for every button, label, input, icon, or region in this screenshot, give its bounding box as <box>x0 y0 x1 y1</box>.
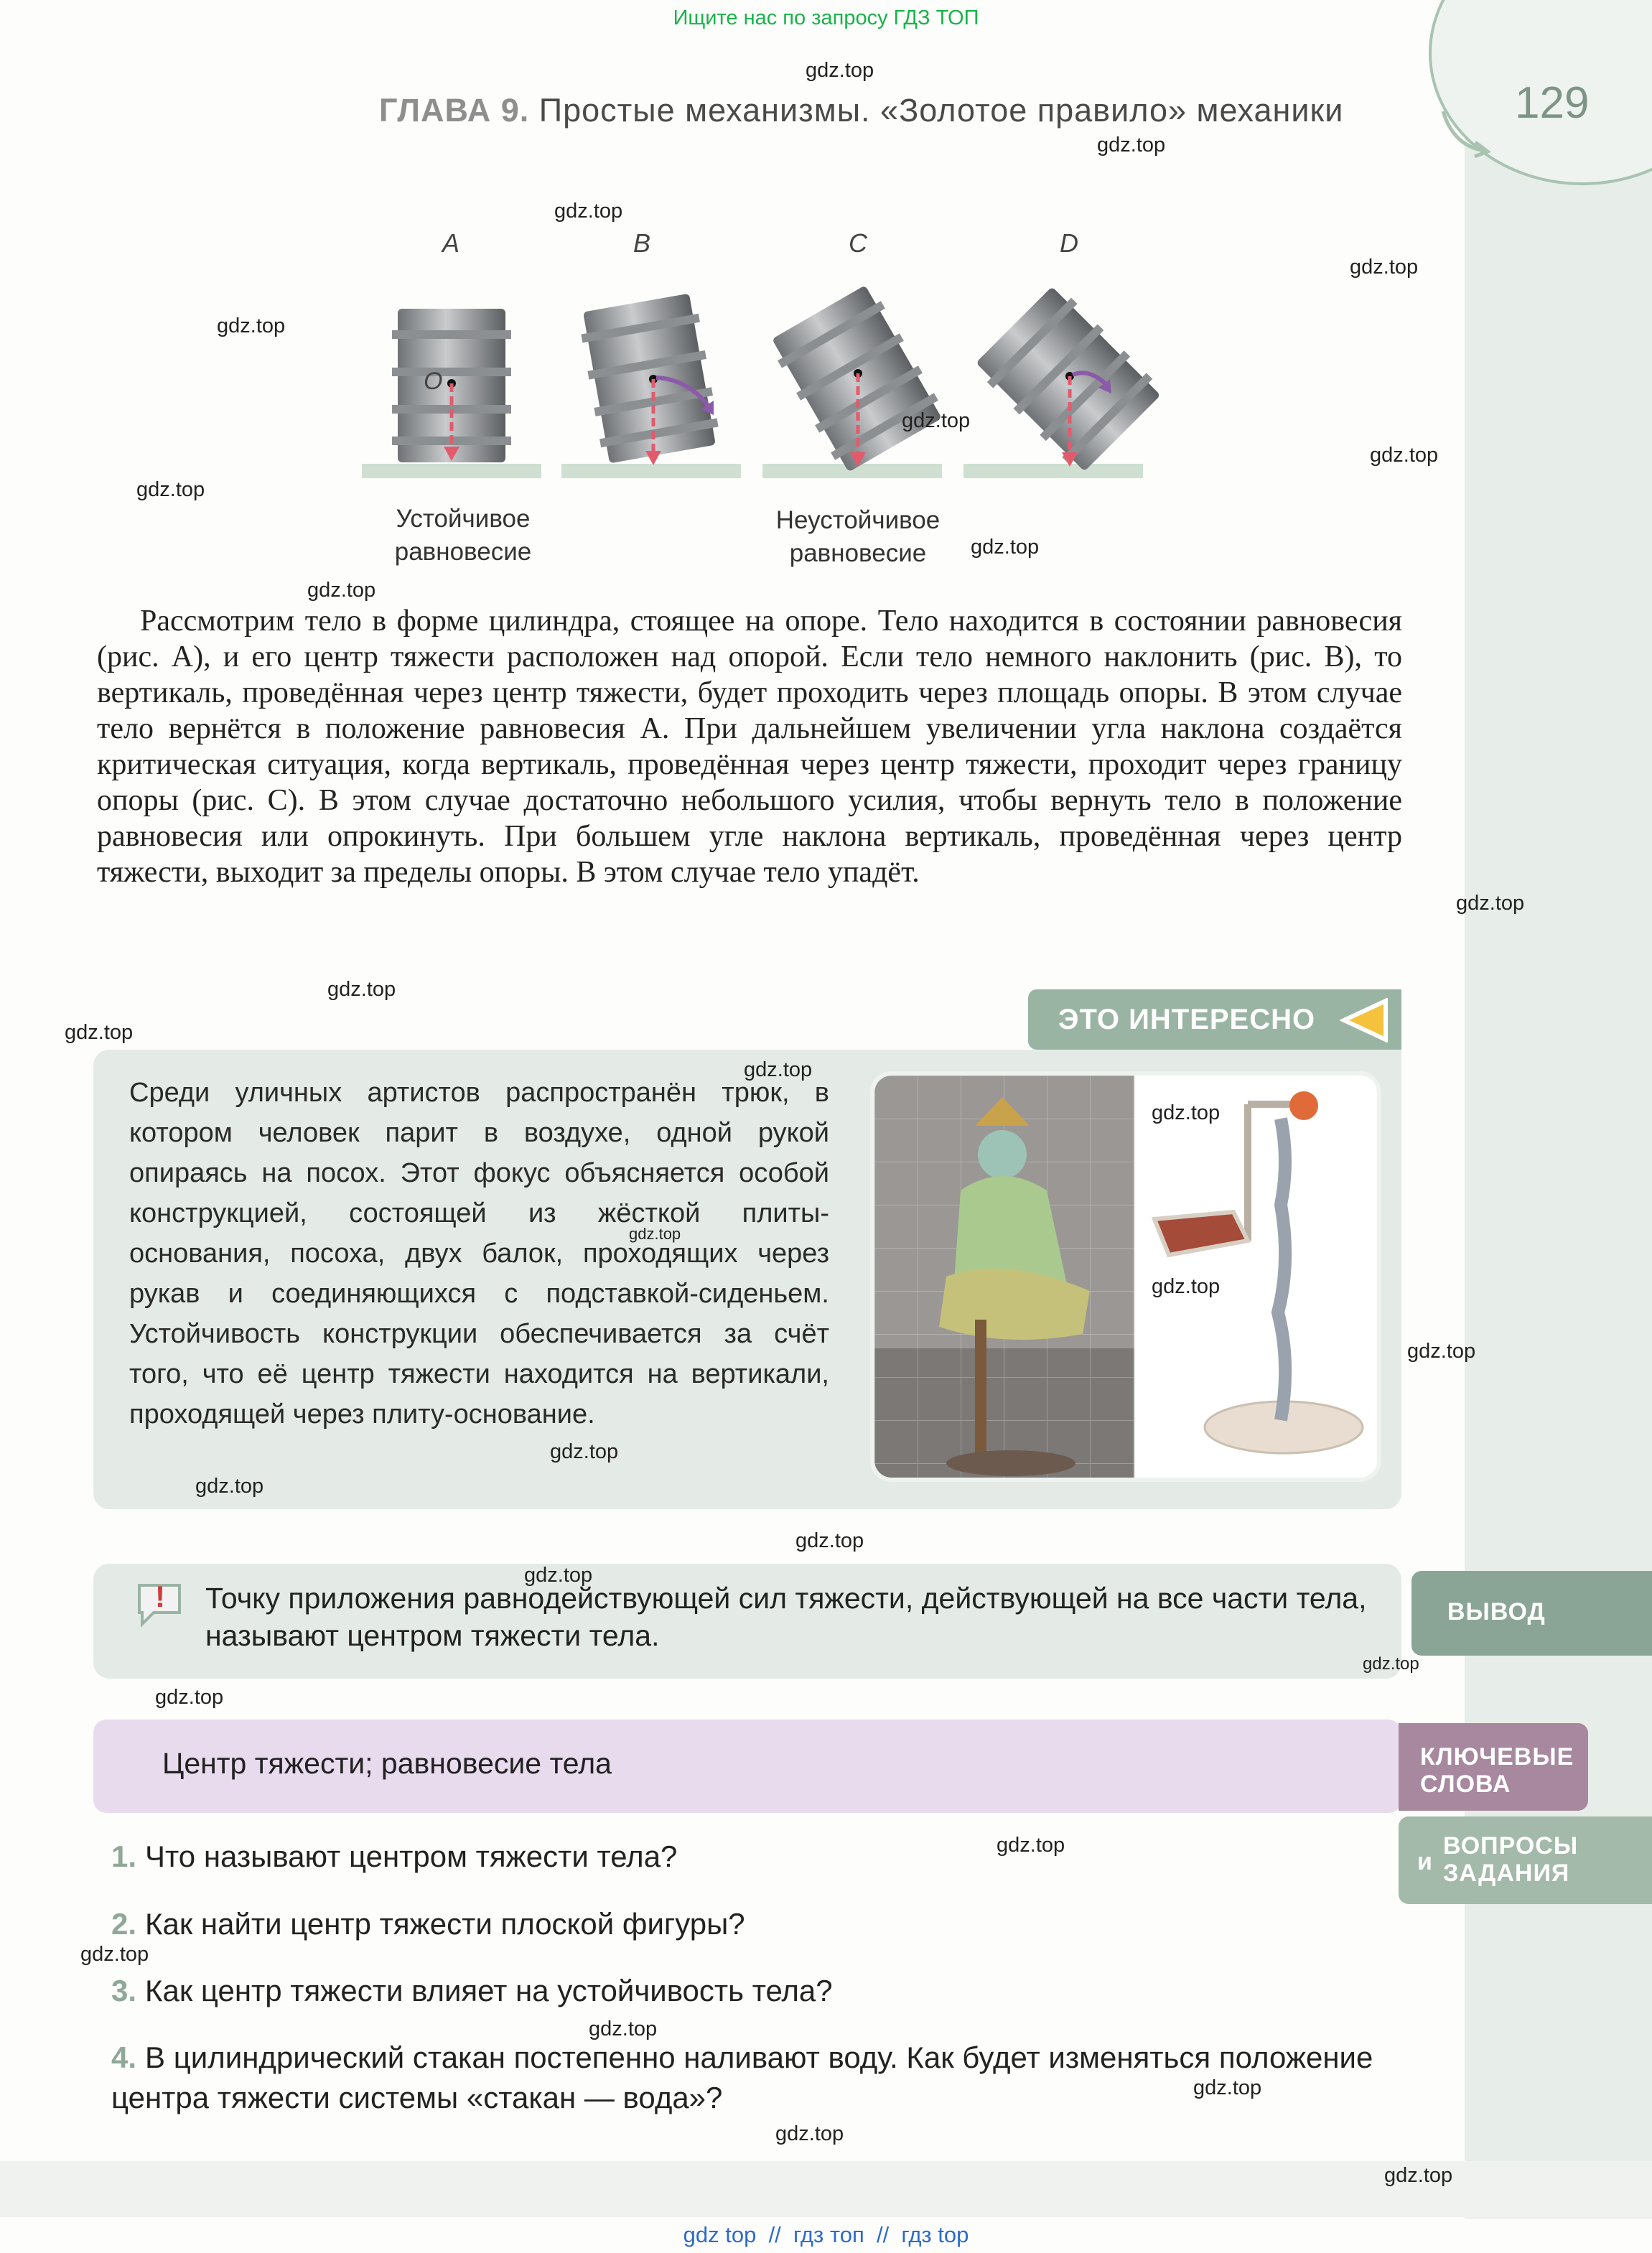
support-construction <box>1154 1091 1363 1453</box>
watermark: gdz.top <box>971 536 1040 559</box>
watermark: gdz.top <box>550 1440 619 1463</box>
conclusion-label: ВЫВОД <box>1411 1571 1652 1656</box>
watermark: gdz.top <box>65 1021 134 1044</box>
exclamation-mark: ! <box>155 1580 165 1613</box>
question-text: Как найти центр тяжести плоской фигуры? <box>145 1907 745 1941</box>
questions-label-line1: ВОПРОСЫ <box>1443 1832 1579 1860</box>
question-text: Что называют центром тяжести тела? <box>145 1839 678 1873</box>
point-o-label: O <box>424 368 443 395</box>
watermark: gdz.top <box>80 1943 149 1966</box>
watermark: gdz.top <box>589 2018 658 2040</box>
barrel-c <box>761 273 955 481</box>
figure-label-a: A <box>442 228 460 258</box>
page-number: 129 <box>1515 78 1590 128</box>
watermark: gdz.top <box>629 1225 681 1243</box>
watermark: gdz.top <box>1384 2164 1453 2187</box>
watermark: gdz.top <box>1152 1101 1221 1124</box>
questions-label-and: и <box>1417 1848 1432 1875</box>
caption-stable-line1: Устойчивое <box>396 505 531 533</box>
question-number: 2. <box>111 1907 137 1941</box>
keywords-label-line2: СЛОВА <box>1420 1771 1511 1798</box>
interesting-text: Среди уличных артистов распространён трюк, в котором человек парит в воздухе, одной рукой опираясь на посох. Этот фокус объясняется особой конструкцией, состоящей из жёсткой плиты-основания, посоха, двух балок, проходящих через рукав и соединяющихся с подставкой-сиденьем. Устойчивость конструкции обеспечивается за счёт того, что её центр тяжести находится на вертикали, проходящей через плиту-основание. <box>129 1078 829 1429</box>
watermark: gdz.top <box>217 314 286 337</box>
watermark: gdz.top <box>524 1564 593 1587</box>
watermark: gdz.top <box>1363 1654 1419 1674</box>
watermark: gdz.top <box>1456 892 1525 915</box>
watermark: gdz.top <box>775 2122 844 2145</box>
watermark: gdz.top <box>902 409 971 432</box>
watermark: gdz.top <box>795 1529 864 1552</box>
illustration-frame <box>874 1076 1377 1478</box>
watermark: gdz.top <box>744 1058 813 1081</box>
question-text: В цилиндрический стакан постепенно наливают воду. Как будет изменяться положение центра тяжести системы «стакан — вода»? <box>111 2040 1373 2114</box>
questions-label-line2: ЗАДАНИЯ <box>1443 1860 1570 1887</box>
caption-stable-line2: равновесие <box>394 538 532 566</box>
keywords-label-line1: КЛЮЧЕВЫЕ <box>1420 1743 1574 1771</box>
arrow-decoration-icon <box>1436 108 1501 158</box>
footer-links[interactable]: gdz top // гдз топ // гдз top <box>683 2222 969 2247</box>
caption-unstable-line2: равновесие <box>789 539 927 567</box>
barrel-a <box>381 302 524 467</box>
main-paragraph: Рассмотрим тело в форме цилиндра, стоящее на опоре. Тело находится в состоянии равновесия (рис. A), и его центр тяжести расположен над опорой. Если тело немного наклонить (рис. B), то вертикаль, проведённая через центр тяжести, будет проходить через площадь опоры. В этом случае тело вернётся в положение равновесия A. При дальнейшем увеличении угла наклона создаётся критическая ситуация, когда вертикаль, проведённая через центр тяжести, проходит через границу опоры (рис. C). В этом случае достаточно небольшого усилия, чтобы вернуть тело в положение равновесия или опрокинуть. При большем угле наклона вертикаль, проведённая через центр тяжести, выходит за пределы опоры. В этом случае тело упадёт. <box>97 605 1402 889</box>
chapter-title: Простые механизмы. «Золотое правило» механики <box>538 92 1344 129</box>
watermark: gdz.top <box>806 59 874 82</box>
watermark: gdz.top <box>1350 256 1419 279</box>
keywords-label <box>1399 1723 1588 1811</box>
watermark: gdz.top <box>307 579 376 602</box>
question-text: Как центр тяжести влияет на устойчивость тела? <box>145 1974 833 2007</box>
watermark: gdz.top <box>136 478 205 501</box>
keywords-text: Центр тяжести; равновесие тела <box>162 1747 612 1780</box>
watermark: gdz.top <box>327 978 396 1001</box>
top-banner[interactable]: Ищите нас по запросу ГДЗ ТОП <box>673 6 979 29</box>
question-number: 4. <box>111 2040 137 2074</box>
chapter-tag: ГЛАВА 9. <box>379 92 530 129</box>
barrel-b <box>567 287 732 474</box>
watermark: gdz.top <box>155 1686 224 1709</box>
barrel-d <box>962 273 1177 481</box>
watermark: gdz.top <box>1407 1340 1476 1363</box>
caption-unstable <box>754 504 962 570</box>
chapter-header <box>379 92 1343 129</box>
watermark: gdz.top <box>554 200 623 223</box>
question-item <box>111 1971 1404 2011</box>
interesting-tab-label: ЭТО ИНТЕРЕСНО <box>1058 1004 1316 1035</box>
question-item <box>111 1837 1404 1877</box>
watermark: gdz.top <box>1152 1275 1221 1298</box>
conclusion-text: Точку приложения равнодействующей сил тяжести, действующей на все части тела, называют центром тяжести тела. <box>205 1582 1367 1652</box>
question-item <box>111 1904 1404 1944</box>
levitation-illustration <box>874 1076 1377 1478</box>
question-number: 3. <box>111 1974 137 2007</box>
caption-stable <box>359 503 567 569</box>
questions-label <box>1399 1816 1652 1904</box>
watermark: gdz.top <box>1193 2076 1262 2099</box>
figure-label-b: B <box>633 228 651 258</box>
triangle-icon <box>1340 998 1390 1042</box>
figure-label-c: C <box>849 228 867 258</box>
question-number: 1. <box>111 1839 137 1873</box>
caption-unstable-line1: Неустойчивое <box>775 506 941 534</box>
watermark: gdz.top <box>1370 444 1439 467</box>
watermark: gdz.top <box>997 1834 1065 1857</box>
figure-label-d: D <box>1060 228 1078 258</box>
watermark: gdz.top <box>1097 134 1166 157</box>
watermark: gdz.top <box>195 1475 264 1498</box>
